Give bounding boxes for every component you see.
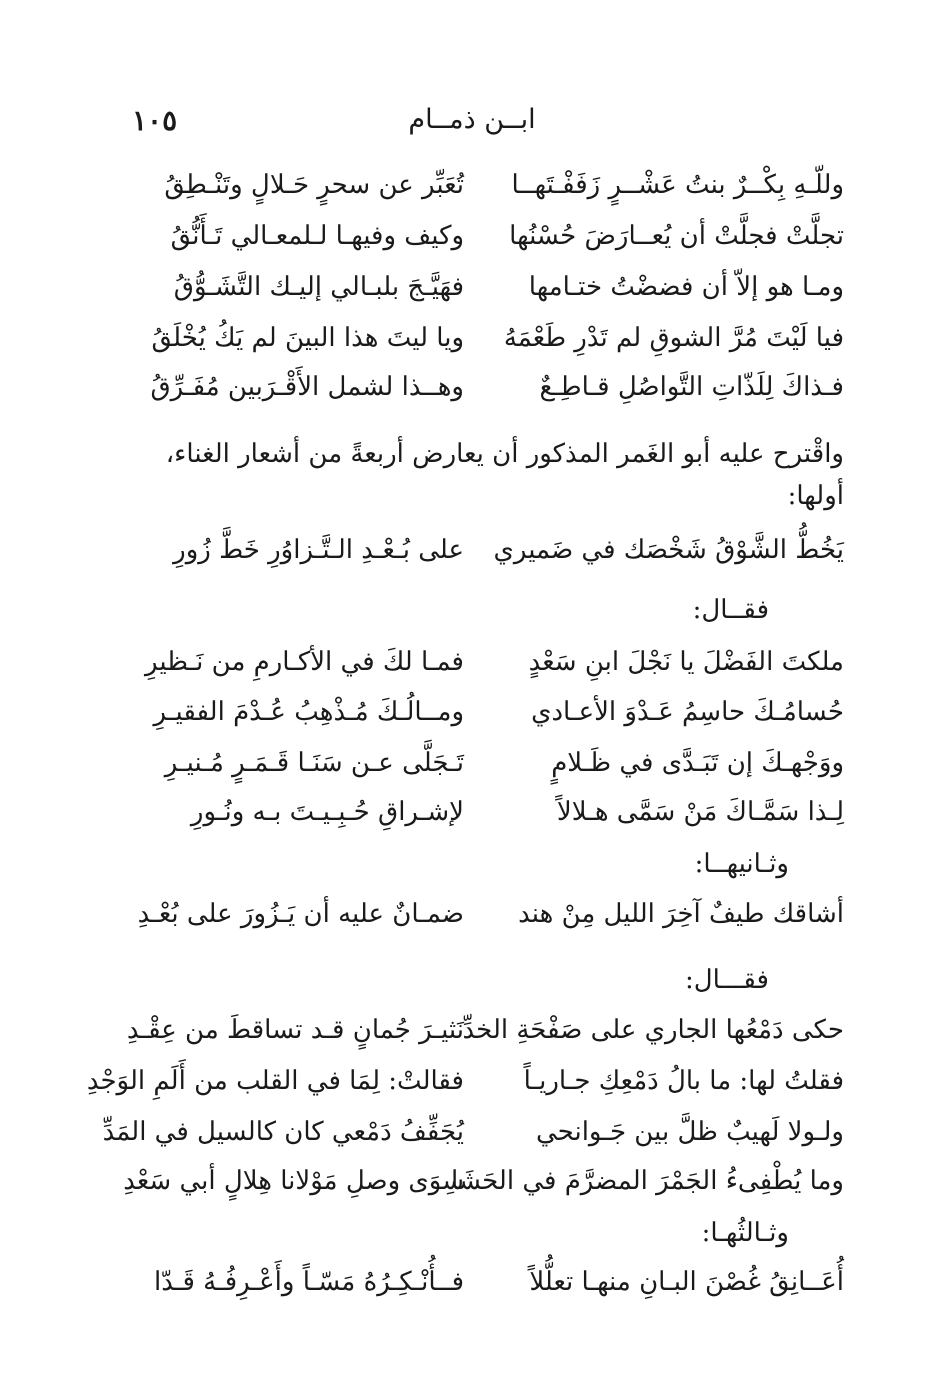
verse-line — [0, 686, 944, 738]
section-label-first: أولها: — [787, 481, 844, 511]
verse-hemistich-second: فهَيَّـجَ بلبـالي إليـك التَّشَـوُّقُ — [173, 272, 464, 302]
verse-hemistich-first: ومـا هو إلاّ أن فضضْتُ ختـامها — [528, 272, 844, 302]
section-label-second: وثـانيهــا: — [694, 849, 789, 879]
verse-hemistich-second: ومــالُـكَ مُـذْهِبُ عُـدْمَ الفقيـرِ — [153, 697, 464, 727]
verse-hemistich-second: نَثيـرَ جُمانٍ قـد تساقطَ من عِقْـدِ — [126, 1015, 464, 1045]
verse-line — [0, 524, 944, 576]
verse-hemistich-first: ووَجْهـكَ إن تَبَـدَّى في ظَـلامٍ — [551, 748, 844, 778]
verse-hemistich-second: وكيف وفيهـا لـلمعـالي تَـأَنُّقُ — [170, 221, 464, 251]
verse-line — [0, 312, 944, 364]
verse-line — [0, 159, 944, 211]
verse-line — [0, 636, 944, 688]
verse-line — [0, 210, 944, 262]
verse-hemistich-first: ولـولا لَهيبٌ ظلَّ بين جَـوانحي — [536, 1117, 844, 1147]
verse-hemistich-first: لِـذا سَمَّـاكَ مَنْ سَمَّى هـلالاً — [556, 797, 844, 827]
verse-hemistich-second: ضمـانٌ عليه أن يَـزُورَ على بُعْـدِ — [137, 899, 464, 929]
page-header — [0, 104, 944, 144]
prose-paragraph: واقْترح عليه أبو الغَمر المذكور أن يعارض أربعةً من أشعار الغناء، — [165, 439, 844, 469]
verse-line — [0, 1155, 944, 1207]
verse-hemistich-first: تجلَّتْ فجلَّتْ أن يُعــارَضَ حُسْنُها — [509, 221, 844, 251]
section-label-he-said: فقــال: — [692, 595, 769, 625]
verse-hemistich-second: تُعَبِّر عن سحرٍ حَـلالٍ وتَنْـطِقُ — [164, 170, 464, 200]
verse-hemistich-first: حكى دَمْعُها الجاري على صَفْحَةِ الخدِّ — [462, 1015, 844, 1045]
verse-line — [0, 1004, 944, 1056]
verse-hemistich-first: أشاقك طيفٌ آخِرَ الليل مِنْ هند — [518, 899, 844, 929]
running-title: ابــن ذمــام — [408, 104, 536, 135]
verse-line — [0, 261, 944, 313]
verse-hemistich-second: فــأُنْـكِـرُهُ مَسّـاً وأَعْـرِفُـهُ قَـدّا — [154, 1267, 464, 1297]
verse-hemistich-first: فقلتُ لها: ما بالُ دَمْعِكِ جـاريـاً — [523, 1066, 844, 1096]
verse-hemistich-second: على بُـعْـدِ الـتَّـزاوُرِ خَطَّ زُورِ — [173, 535, 464, 565]
verse-hemistich-second: تَـجَلَّى عـن سَنَـا قَـمَـرٍ مُـنيـرِ — [164, 748, 464, 778]
verse-line — [0, 1055, 944, 1107]
section-label-he-said: فقـــال: — [684, 965, 769, 995]
verse-hemistich-first: فيا لَيْتَ مُرَّ الشوقِ لم تَدْرِ طَعْمَهُ — [503, 323, 844, 353]
verse-line — [0, 888, 944, 940]
verse-hemistich-second: لإشـراقِ حُـبِـيـتَ بـه ونُـورِ — [190, 797, 464, 827]
verse-hemistich-first: ملكتَ الفَضْلَ يا نَجْلَ ابنِ سَعْدٍ — [528, 647, 844, 677]
verse-line — [0, 1256, 944, 1308]
verse-hemistich-second: سِوَى وصلِ مَوْلانا هِلالٍ أبي سَعْدِ — [123, 1166, 464, 1196]
verse-hemistich-first: وما يُطْفِىءُ الجَمْرَ المضرَّمَ في الحَشَا — [451, 1166, 844, 1196]
verse-hemistich-first: حُسامُـكَ حاسِمُ عَـدْوَ الأعـادي — [531, 697, 844, 727]
verse-line — [0, 361, 944, 413]
verse-hemistich-first: يَخُطُّ الشَّوْقُ شَخْصَك في ضَميري — [493, 535, 844, 565]
verse-hemistich-second: يُجَفِّفُ دَمْعي كان كالسيل في المَدِّ — [102, 1117, 464, 1147]
verse-hemistich-first: أُعَــانِقُ غُصْنَ البـانِ منهـا تعلُّلاً — [529, 1267, 844, 1297]
verse-hemistich-first: فـذاكَ لِلَذّاتِ التَّواصُلِ قـاطِـعٌ — [539, 372, 844, 402]
verse-hemistich-second: وهــذا لشمل الأَقْـرَبين مُفَـرِّقُ — [150, 372, 464, 402]
verse-hemistich-second: ويا ليتَ هذا البينَ لم يَكُ يُخْلَقُ — [151, 323, 464, 353]
verse-hemistich-first: وللّـهِ بِكْــرٌ بنتُ عَشْــرٍ زَفَفْـتَهــا — [511, 170, 844, 200]
verse-line — [0, 737, 944, 789]
section-label-third: وثـالثُهـا: — [701, 1218, 789, 1248]
verse-line — [0, 786, 944, 838]
page-number: ١٠٥ — [132, 104, 178, 137]
verse-hemistich-second: فمـا لكَ في الأكـارمِ من نَـظيرِ — [145, 647, 464, 677]
verse-line — [0, 1106, 944, 1158]
verse-hemistich-second: فقالتْ: لِمَا في القلب من أَلَمِ الوَجْدِ — [86, 1066, 464, 1096]
